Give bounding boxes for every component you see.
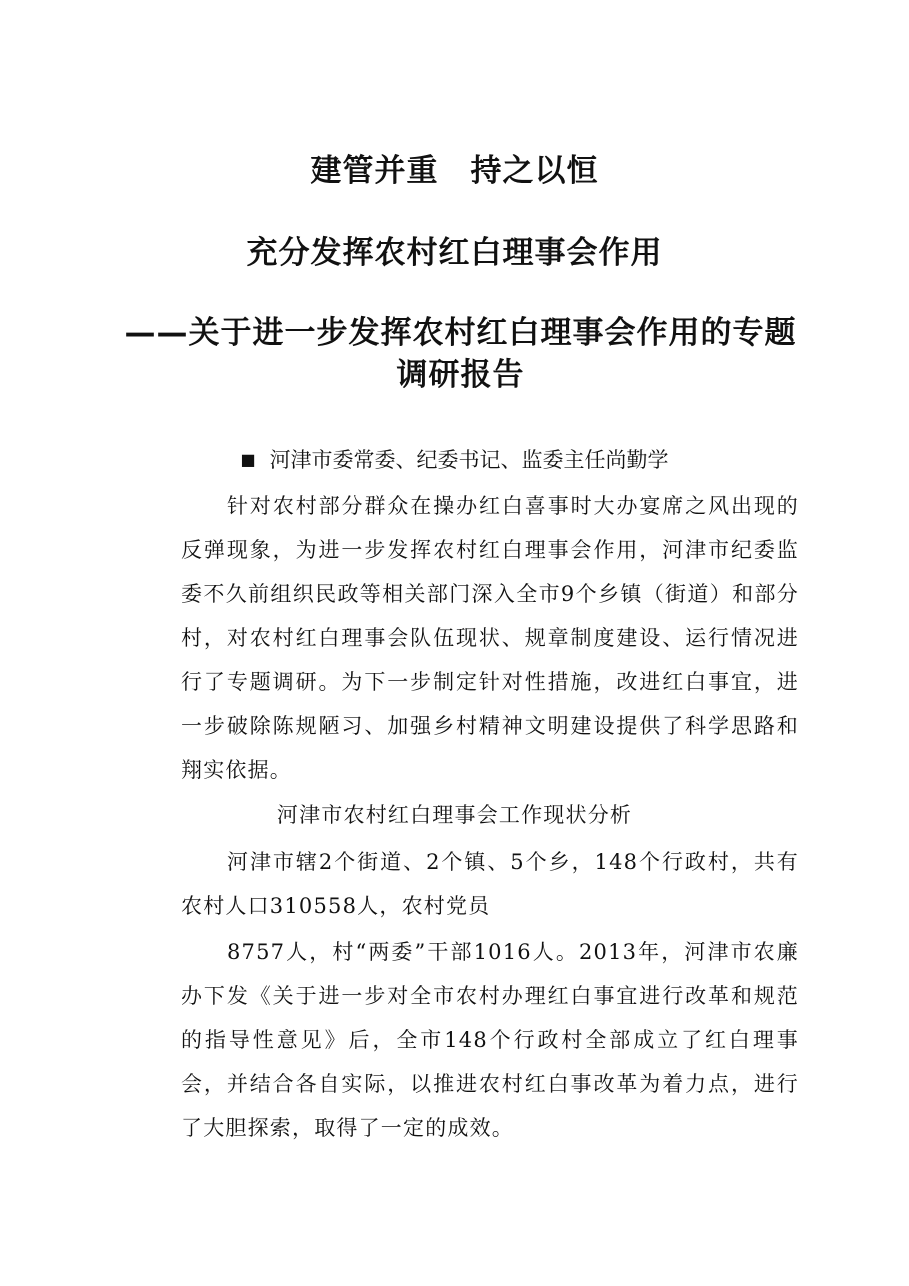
- title-line-1: 建管并重 持之以恒: [310, 153, 599, 189]
- title-line-2: 充分发挥农村红白理事会作用: [246, 235, 663, 271]
- paragraph-statistics: 河津市辖2个街道、2个镇、5个乡，148个行政村，共有农村人口310558人，农村党员: [181, 850, 799, 918]
- paragraph-intro: 针对农村部分群众在操办红白喜事时大办宴席之风出现的反弹现象，为进一步发挥农村红白理事会作用，河津市纪委监委不久前组织民政等相关部门深入全市9个乡镇（街道）和部分村，对农村红白理事会队伍现状、规章制度建设、运行情况进行了专题调研。为下一步制定针对性措施，改进红白事宜，进一步破除陈规陋习、加强乡村精神文明建设提供了科学思路和翔实依据。: [181, 494, 799, 782]
- author-line: [0, 440, 909, 480]
- title-line-3: ——关于进一步发挥农村红白理事会作用的专题调研报告: [124, 315, 797, 393]
- section-heading: 河津市农村红白理事会工作现状分析: [276, 803, 633, 827]
- author-name: 河津市委常委、纪委书记、监委主任尚勤学: [269, 448, 669, 472]
- paragraph-continuation: 8757人，村“两委”干部1016人。2013年，河津市农廉办下发《关于进一步对全市农村办理红白事宜进行改革和规范的指导性意见》后，全市148个行政村全部成立了红白理事会，并结合各自实际，以推进农村红白事改革为着力点，进行了大胆探索，取得了一定的成效。: [181, 940, 799, 1140]
- square-bullet-icon: ■: [240, 450, 256, 469]
